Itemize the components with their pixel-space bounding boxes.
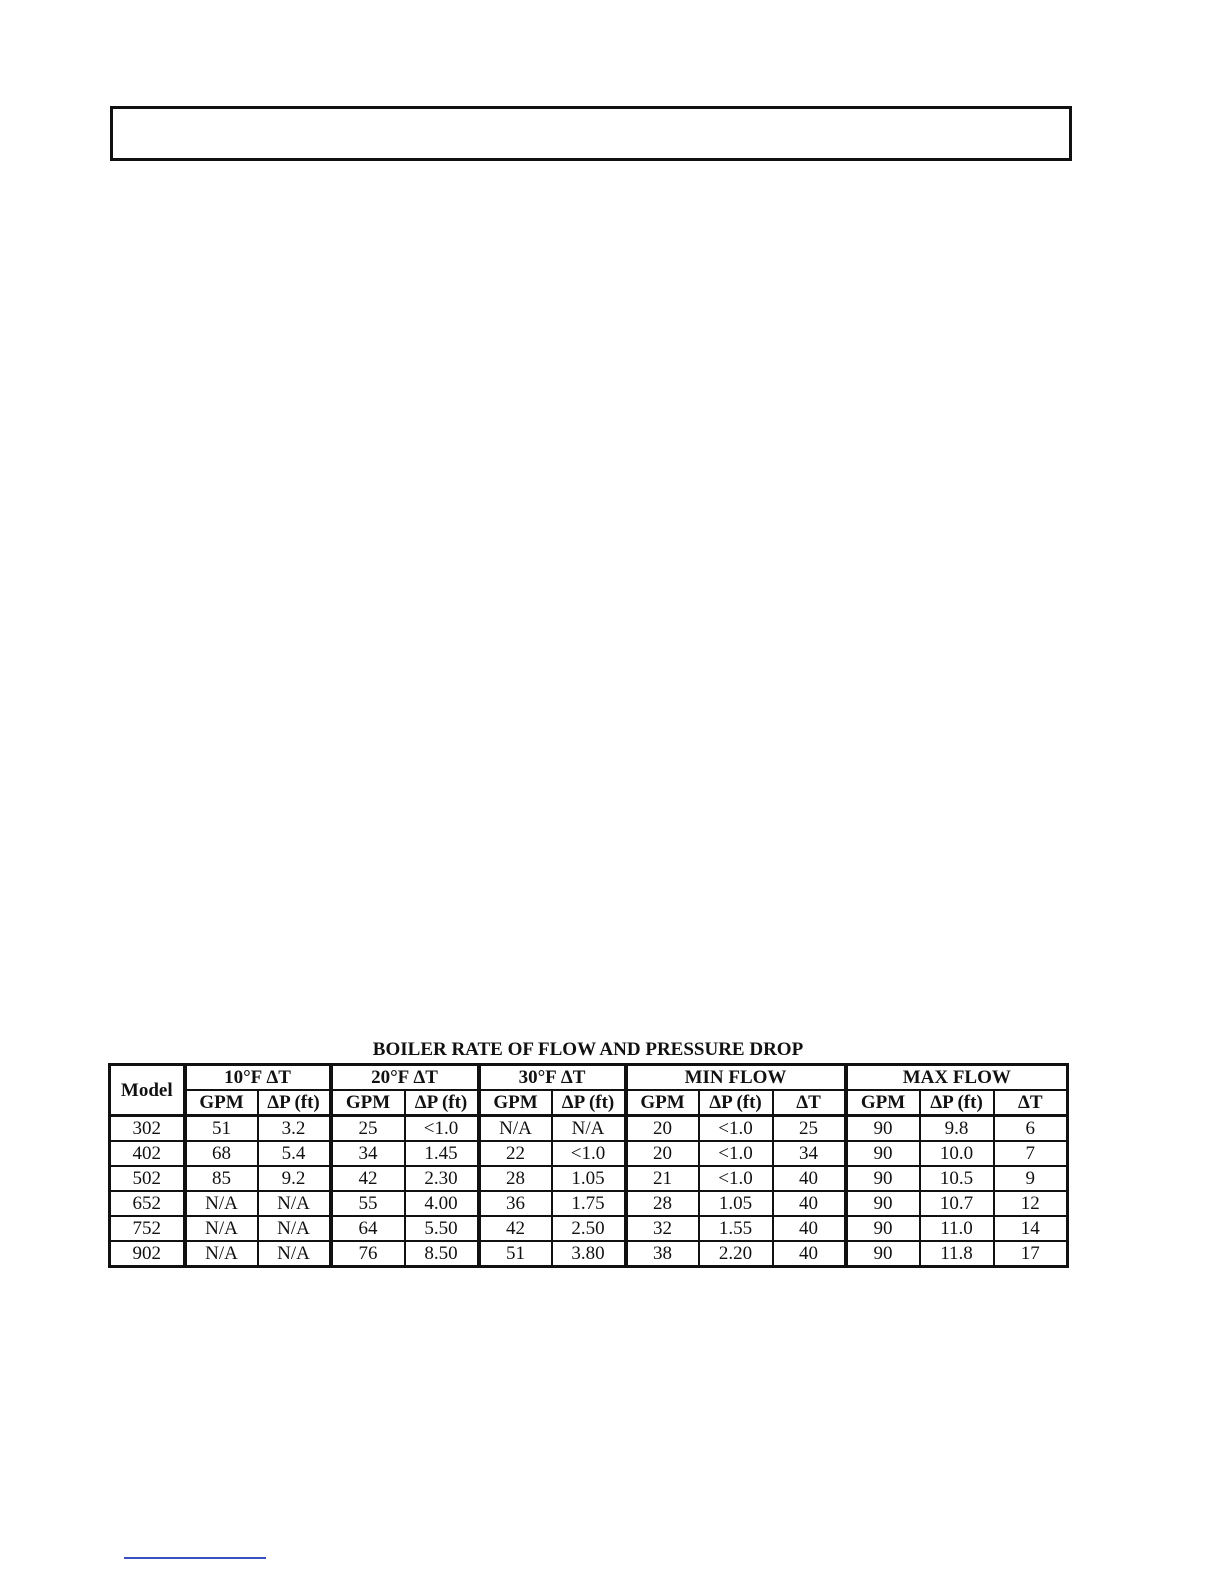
- table-row: [110, 1116, 1068, 1142]
- table-row: [110, 1241, 1068, 1267]
- table-cell: 22: [479, 1141, 552, 1166]
- table-cell: 4.00: [405, 1191, 479, 1216]
- subheader-20f-gpm: GPM: [331, 1090, 405, 1116]
- group-header-20f: 20°F ΔT: [331, 1065, 479, 1091]
- subheader-30f-dp: ΔP (ft): [552, 1090, 626, 1116]
- table-cell: 17: [994, 1241, 1068, 1267]
- table-cell: 8.50: [405, 1241, 479, 1267]
- table-cell: N/A: [552, 1116, 626, 1142]
- table-cell: 34: [773, 1141, 846, 1166]
- subheader-max-gpm: GPM: [846, 1090, 920, 1116]
- table-cell: 7: [994, 1141, 1068, 1166]
- model-cell: 302: [110, 1116, 185, 1142]
- table-row: [110, 1141, 1068, 1166]
- table-cell: 90: [846, 1166, 920, 1191]
- table-cell: 2.30: [405, 1166, 479, 1191]
- footer-line: [124, 1557, 266, 1559]
- table-cell: 42: [479, 1216, 552, 1241]
- table-cell: 42: [331, 1166, 405, 1191]
- table-cell: 90: [846, 1216, 920, 1241]
- subheader-10f-dp: ΔP (ft): [258, 1090, 331, 1116]
- table-cell: 40: [773, 1191, 846, 1216]
- table-cell: N/A: [258, 1241, 331, 1267]
- table-cell: 21: [626, 1166, 699, 1191]
- group-header-min-flow: MIN FLOW: [626, 1065, 846, 1091]
- table-cell: 12: [994, 1191, 1068, 1216]
- model-header: Model: [110, 1065, 185, 1116]
- table-cell: 6: [994, 1116, 1068, 1142]
- table-cell: 34: [331, 1141, 405, 1166]
- table-cell: 38: [626, 1241, 699, 1267]
- table-cell: N/A: [185, 1191, 258, 1216]
- table-cell: 55: [331, 1191, 405, 1216]
- table-cell: 25: [773, 1116, 846, 1142]
- table-cell: 20: [626, 1141, 699, 1166]
- table-cell: 51: [479, 1241, 552, 1267]
- subheader-20f-dp: ΔP (ft): [405, 1090, 479, 1116]
- table-cell: 3.80: [552, 1241, 626, 1267]
- table-cell: 90: [846, 1191, 920, 1216]
- table-cell: 11.8: [920, 1241, 994, 1267]
- table-cell: 28: [479, 1166, 552, 1191]
- table-cell: 9.2: [258, 1166, 331, 1191]
- table-cell: 25: [331, 1116, 405, 1142]
- subheader-min-dt: ΔT: [773, 1090, 846, 1116]
- table-cell: 11.0: [920, 1216, 994, 1241]
- table-title: BOILER RATE OF FLOW AND PRESSURE DROP: [372, 1039, 804, 1060]
- table-cell: <1.0: [699, 1166, 773, 1191]
- group-header-30f: 30°F ΔT: [479, 1065, 626, 1091]
- table-cell: N/A: [258, 1191, 331, 1216]
- table-cell: <1.0: [405, 1116, 479, 1142]
- table-cell: 1.75: [552, 1191, 626, 1216]
- table-cell: 51: [185, 1116, 258, 1142]
- model-cell: 502: [110, 1166, 185, 1191]
- model-cell: 402: [110, 1141, 185, 1166]
- subheader-max-dt: ΔT: [994, 1090, 1068, 1116]
- subheader-min-dp: ΔP (ft): [699, 1090, 773, 1116]
- group-header-row: [110, 1065, 1068, 1091]
- table-row: [110, 1216, 1068, 1241]
- table-cell: 64: [331, 1216, 405, 1241]
- subheader-max-dp: ΔP (ft): [920, 1090, 994, 1116]
- table-cell: 2.20: [699, 1241, 773, 1267]
- table-cell: 14: [994, 1216, 1068, 1241]
- table-cell: 68: [185, 1141, 258, 1166]
- model-cell: 752: [110, 1216, 185, 1241]
- header-box: [110, 106, 1072, 161]
- table-cell: 2.50: [552, 1216, 626, 1241]
- table-cell: 85: [185, 1166, 258, 1191]
- table-cell: 9: [994, 1166, 1068, 1191]
- table-cell: 1.45: [405, 1141, 479, 1166]
- sub-header-row: [110, 1090, 1068, 1116]
- table-cell: 40: [773, 1241, 846, 1267]
- table-cell: 90: [846, 1241, 920, 1267]
- table-cell: <1.0: [552, 1141, 626, 1166]
- boiler-flow-table: [108, 1063, 1069, 1268]
- table-cell: 90: [846, 1116, 920, 1142]
- table-cell: 1.05: [699, 1191, 773, 1216]
- table-row: [110, 1166, 1068, 1191]
- table-cell: N/A: [185, 1216, 258, 1241]
- table-cell: 10.5: [920, 1166, 994, 1191]
- table-cell: N/A: [479, 1116, 552, 1142]
- table-cell: 10.0: [920, 1141, 994, 1166]
- subheader-min-gpm: GPM: [626, 1090, 699, 1116]
- table-cell: 36: [479, 1191, 552, 1216]
- table-cell: 5.50: [405, 1216, 479, 1241]
- table-cell: 28: [626, 1191, 699, 1216]
- table-cell: <1.0: [699, 1116, 773, 1142]
- table-cell: <1.0: [699, 1141, 773, 1166]
- table-cell: 90: [846, 1141, 920, 1166]
- model-cell: 902: [110, 1241, 185, 1267]
- flow-table-wrapper: [108, 1063, 1066, 1268]
- group-header-max-flow: MAX FLOW: [846, 1065, 1068, 1091]
- table-row: [110, 1191, 1068, 1216]
- group-header-10f: 10°F ΔT: [185, 1065, 331, 1091]
- table-cell: 1.55: [699, 1216, 773, 1241]
- table-cell: N/A: [258, 1216, 331, 1241]
- table-cell: 9.8: [920, 1116, 994, 1142]
- table-cell: 3.2: [258, 1116, 331, 1142]
- table-cell: 76: [331, 1241, 405, 1267]
- table-cell: 10.7: [920, 1191, 994, 1216]
- table-cell: 5.4: [258, 1141, 331, 1166]
- table-cell: 32: [626, 1216, 699, 1241]
- subheader-30f-gpm: GPM: [479, 1090, 552, 1116]
- table-cell: 40: [773, 1216, 846, 1241]
- subheader-10f-gpm: GPM: [185, 1090, 258, 1116]
- table-cell: 1.05: [552, 1166, 626, 1191]
- table-cell: N/A: [185, 1241, 258, 1267]
- model-cell: 652: [110, 1191, 185, 1216]
- table-cell: 20: [626, 1116, 699, 1142]
- table-cell: 40: [773, 1166, 846, 1191]
